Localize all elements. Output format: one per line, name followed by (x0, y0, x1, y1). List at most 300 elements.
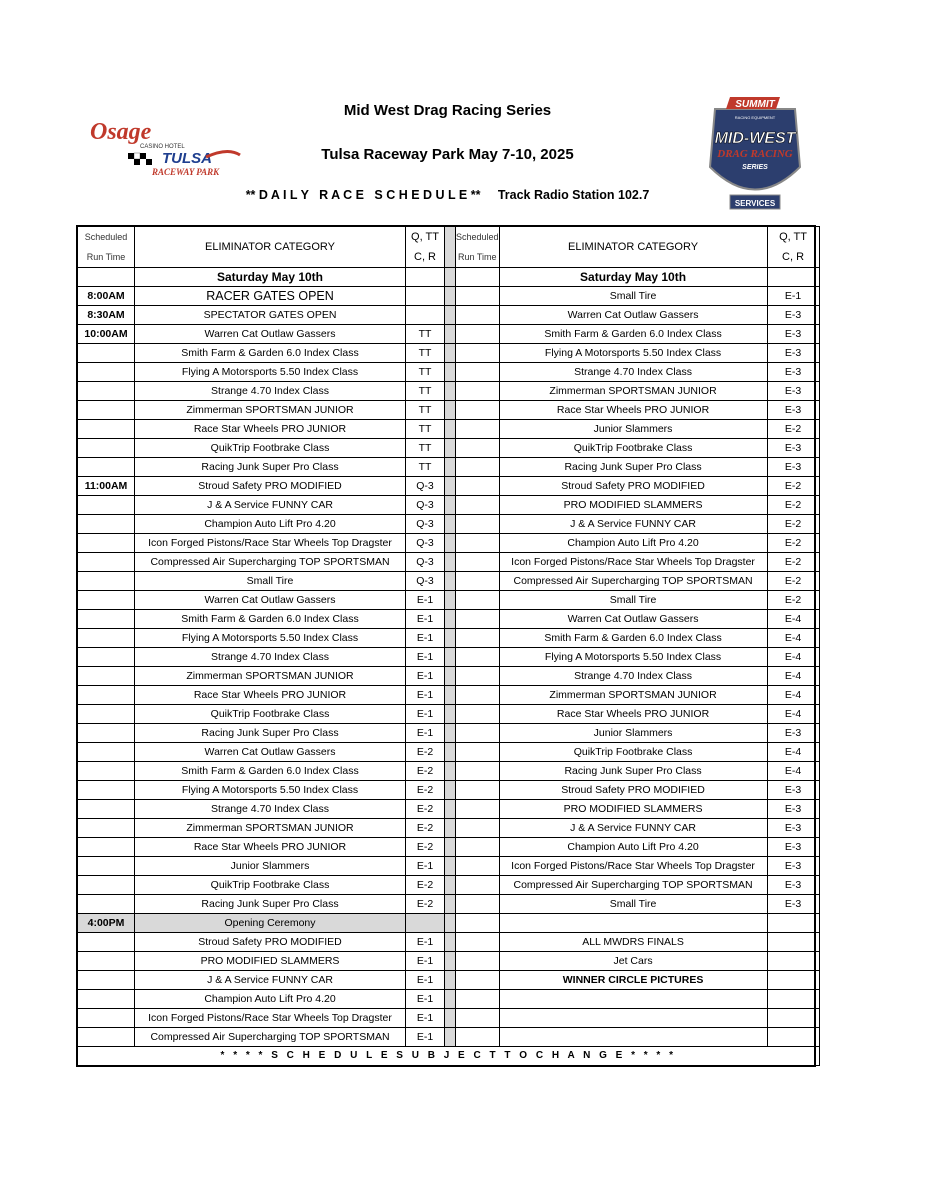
run-time-cell-right (456, 534, 500, 553)
footer-row (78, 1047, 820, 1066)
divider-cell (445, 382, 456, 401)
code-cell-right (767, 914, 819, 933)
category-cell: Smith Farm & Garden 6.0 Index Class (135, 762, 406, 781)
run-time-cell (78, 382, 135, 401)
code-cell: E-1 (406, 591, 445, 610)
category-cell: Opening Ceremony (135, 914, 406, 933)
code-cell-right (767, 933, 819, 952)
tulsa-text: TULSA (162, 150, 212, 167)
run-time-cell: 8:30AM (78, 306, 135, 325)
divider-cell (445, 629, 456, 648)
run-time-cell-right (456, 1009, 500, 1028)
code-cell: E-2 (406, 876, 445, 895)
run-time-cell (78, 857, 135, 876)
code-cell: E-1 (406, 933, 445, 952)
divider-cell (445, 306, 456, 325)
run-time-cell (78, 971, 135, 990)
category-cell-right: Small Tire (499, 591, 767, 610)
category-cell: Zimmerman SPORTSMAN JUNIOR (135, 401, 406, 420)
category-cell: SPECTATOR GATES OPEN (135, 306, 406, 325)
table-row (78, 800, 820, 819)
category-cell: Smith Farm & Garden 6.0 Index Class (135, 344, 406, 363)
table-row (78, 952, 820, 971)
category-cell-right: Race Star Wheels PRO JUNIOR (499, 705, 767, 724)
code-cell-right (767, 952, 819, 971)
divider-cell (445, 1009, 456, 1028)
category-cell: Warren Cat Outlaw Gassers (135, 325, 406, 344)
category-cell: Compressed Air Supercharging TOP SPORTSMAN (135, 553, 406, 572)
category-cell-right: Icon Forged Pistons/Race Star Wheels Top Dragster (499, 553, 767, 572)
category-cell-right: Racing Junk Super Pro Class (499, 458, 767, 477)
code-cell: TT (406, 420, 445, 439)
table-row (78, 515, 820, 534)
category-cell-right: Junior Slammers (499, 724, 767, 743)
code-cell: E-1 (406, 971, 445, 990)
category-cell: Strange 4.70 Index Class (135, 382, 406, 401)
run-time-cell-right (456, 857, 500, 876)
table-row (78, 420, 820, 439)
code-cell: E-1 (406, 705, 445, 724)
day-time-blank (78, 268, 135, 287)
run-time-cell-right (456, 686, 500, 705)
osage-tulsa-logo (88, 117, 248, 179)
run-time-cell-right (456, 553, 500, 572)
col-category-right: ELIMINATOR CATEGORY (499, 227, 767, 268)
run-time-cell (78, 515, 135, 534)
run-time-cell-right (456, 1028, 500, 1047)
code-cell-right: E-4 (767, 762, 819, 781)
radio-station: Track Radio Station 102.7 (497, 188, 650, 202)
table-row (78, 325, 820, 344)
table-row (78, 439, 820, 458)
code-cell: E-2 (406, 762, 445, 781)
run-time-cell-right (456, 572, 500, 591)
table-row (78, 401, 820, 420)
col-category: ELIMINATOR CATEGORY (135, 227, 406, 268)
run-time-cell-right (456, 971, 500, 990)
category-cell-right (499, 914, 767, 933)
category-cell-right: Small Tire (499, 895, 767, 914)
category-cell: Race Star Wheels PRO JUNIOR (135, 420, 406, 439)
divider-cell (445, 363, 456, 382)
code-cell-right: E-3 (767, 895, 819, 914)
code-cell-right: E-2 (767, 572, 819, 591)
code-cell-right: E-4 (767, 629, 819, 648)
category-cell: PRO MODIFIED SLAMMERS (135, 952, 406, 971)
category-cell-right: Smith Farm & Garden 6.0 Index Class (499, 325, 767, 344)
category-cell-right: Strange 4.70 Index Class (499, 667, 767, 686)
run-time-cell-right (456, 990, 500, 1009)
run-time-cell-right (456, 458, 500, 477)
code-cell-right: E-4 (767, 667, 819, 686)
table-row (78, 572, 820, 591)
col-run-time: Run Time (78, 247, 135, 268)
run-time-cell-right (456, 952, 500, 971)
code-cell: E-1 (406, 952, 445, 971)
divider-cell (445, 344, 456, 363)
code-cell-right: E-3 (767, 819, 819, 838)
category-cell: Stroud Safety PRO MODIFIED (135, 933, 406, 952)
category-cell: Champion Auto Lift Pro 4.20 (135, 990, 406, 1009)
code-cell: TT (406, 401, 445, 420)
divider-cell (445, 686, 456, 705)
category-cell-right: J & A Service FUNNY CAR (499, 515, 767, 534)
category-cell-right: Zimmerman SPORTSMAN JUNIOR (499, 382, 767, 401)
category-cell: Compressed Air Supercharging TOP SPORTSMAN (135, 1028, 406, 1047)
run-time-cell (78, 572, 135, 591)
code-cell: E-2 (406, 800, 445, 819)
code-cell: E-2 (406, 895, 445, 914)
category-cell-right: QuikTrip Footbrake Class (499, 743, 767, 762)
race-schedule-table (77, 226, 820, 1066)
table-row (78, 382, 820, 401)
table-row (78, 629, 820, 648)
divider-cell (445, 610, 456, 629)
category-cell-right: Strange 4.70 Index Class (499, 363, 767, 382)
code-cell: E-1 (406, 610, 445, 629)
code-cell: E-1 (406, 990, 445, 1009)
day-code-blank-right (767, 268, 819, 287)
event-subtitle: Tulsa Raceway Park May 7-10, 2025 (321, 146, 574, 163)
run-time-cell (78, 705, 135, 724)
divider-cell (445, 401, 456, 420)
midwest-text: MID-WEST (714, 130, 796, 147)
table-row (78, 363, 820, 382)
table-row (78, 553, 820, 572)
code-cell-right (767, 971, 819, 990)
code-cell: E-2 (406, 781, 445, 800)
divider-cell (445, 439, 456, 458)
code-cell-right: E-2 (767, 420, 819, 439)
category-cell: QuikTrip Footbrake Class (135, 439, 406, 458)
code-cell: E-1 (406, 724, 445, 743)
divider-cell (445, 325, 456, 344)
category-cell: Strange 4.70 Index Class (135, 648, 406, 667)
run-time-cell-right (456, 325, 500, 344)
run-time-cell (78, 990, 135, 1009)
category-cell: Warren Cat Outlaw Gassers (135, 591, 406, 610)
divider-cell (445, 933, 456, 952)
divider-cell (445, 1028, 456, 1047)
code-cell: TT (406, 458, 445, 477)
midwest-drag-racing-logo (700, 97, 810, 219)
divider-cell (445, 667, 456, 686)
run-time-cell-right (456, 895, 500, 914)
drag-racing-text: DRAG RACING (717, 148, 793, 160)
run-time-cell-right (456, 287, 500, 306)
table-row (78, 686, 820, 705)
category-cell: RACER GATES OPEN (135, 287, 406, 306)
col-scheduled-right: Scheduled (456, 227, 500, 248)
code-cell-right: E-2 (767, 496, 819, 515)
divider-cell (445, 572, 456, 591)
run-time-cell (78, 534, 135, 553)
run-time-cell-right (456, 933, 500, 952)
divider-cell (445, 819, 456, 838)
run-time-cell-right (456, 914, 500, 933)
category-cell-right: QuikTrip Footbrake Class (499, 439, 767, 458)
run-time-cell-right (456, 724, 500, 743)
run-time-cell (78, 553, 135, 572)
divider-cell (445, 838, 456, 857)
casino-hotel-text: CASINO HOTEL (140, 144, 185, 150)
category-cell-right: Jet Cars (499, 952, 767, 971)
table-row (78, 344, 820, 363)
category-cell-right: ALL MWDRS FINALS (499, 933, 767, 952)
category-cell-right: Champion Auto Lift Pro 4.20 (499, 534, 767, 553)
run-time-cell-right (456, 838, 500, 857)
divider-cell (445, 952, 456, 971)
category-cell: Race Star Wheels PRO JUNIOR (135, 838, 406, 857)
code-cell (406, 306, 445, 325)
code-cell-right: E-4 (767, 743, 819, 762)
services-text: SERVICES (734, 199, 776, 208)
run-time-cell (78, 667, 135, 686)
table-row (78, 287, 820, 306)
run-time-cell (78, 401, 135, 420)
col-qtt: Q, TT (406, 227, 445, 248)
run-time-cell: 8:00AM (78, 287, 135, 306)
col-cr-right: C, R (767, 247, 819, 268)
table-row (78, 857, 820, 876)
run-time-cell (78, 876, 135, 895)
category-cell-right: Stroud Safety PRO MODIFIED (499, 781, 767, 800)
code-cell-right: E-3 (767, 458, 819, 477)
table-row (78, 667, 820, 686)
table-row (78, 1009, 820, 1028)
table-row (78, 1028, 820, 1047)
divider-cell (445, 743, 456, 762)
code-cell: E-1 (406, 686, 445, 705)
day-header-right: Saturday May 10th (499, 268, 767, 287)
run-time-cell (78, 1028, 135, 1047)
divider-cell (445, 227, 456, 268)
series-text: SERIES (742, 164, 768, 171)
code-cell-right: E-3 (767, 800, 819, 819)
table-row (78, 477, 820, 496)
code-cell-right: E-2 (767, 553, 819, 572)
divider-cell (445, 534, 456, 553)
code-cell-right: E-3 (767, 876, 819, 895)
category-cell-right (499, 990, 767, 1009)
run-time-cell (78, 344, 135, 363)
divider-cell (445, 648, 456, 667)
run-time-cell (78, 838, 135, 857)
category-cell: Racing Junk Super Pro Class (135, 895, 406, 914)
run-time-cell-right (456, 344, 500, 363)
racing-equipment-text: RACING EQUIPMENT (734, 115, 776, 120)
category-cell-right: Small Tire (499, 287, 767, 306)
code-cell-right: E-3 (767, 724, 819, 743)
code-cell-right (767, 1028, 819, 1047)
divider-cell (445, 496, 456, 515)
run-time-cell (78, 1009, 135, 1028)
run-time-cell (78, 819, 135, 838)
run-time-cell (78, 363, 135, 382)
divider-cell (445, 800, 456, 819)
divider-cell (445, 857, 456, 876)
code-cell-right: E-2 (767, 534, 819, 553)
category-cell-right: WINNER CIRCLE PICTURES (499, 971, 767, 990)
run-time-cell (78, 610, 135, 629)
code-cell-right (767, 990, 819, 1009)
table-row (78, 724, 820, 743)
run-time-cell-right (456, 477, 500, 496)
table-row (78, 762, 820, 781)
code-cell-right (767, 1009, 819, 1028)
run-time-cell (78, 743, 135, 762)
run-time-cell-right (456, 629, 500, 648)
table-row (78, 705, 820, 724)
code-cell: E-1 (406, 648, 445, 667)
table-row (78, 838, 820, 857)
category-cell: QuikTrip Footbrake Class (135, 705, 406, 724)
category-cell-right: Icon Forged Pistons/Race Star Wheels Top Dragster (499, 857, 767, 876)
run-time-cell (78, 762, 135, 781)
code-cell-right: E-3 (767, 439, 819, 458)
run-time-cell-right (456, 306, 500, 325)
category-cell-right: Racing Junk Super Pro Class (499, 762, 767, 781)
col-cr: C, R (406, 247, 445, 268)
divider-cell (445, 420, 456, 439)
category-cell: QuikTrip Footbrake Class (135, 876, 406, 895)
category-cell: Zimmerman SPORTSMAN JUNIOR (135, 819, 406, 838)
category-cell: J & A Service FUNNY CAR (135, 496, 406, 515)
table-row (78, 610, 820, 629)
code-cell: E-1 (406, 629, 445, 648)
code-cell-right: E-3 (767, 382, 819, 401)
category-cell: Champion Auto Lift Pro 4.20 (135, 515, 406, 534)
run-time-cell-right (456, 667, 500, 686)
col-run-time-right: Run Time (456, 247, 500, 268)
category-cell: Small Tire (135, 572, 406, 591)
code-cell: E-2 (406, 838, 445, 857)
table-row (78, 819, 820, 838)
run-time-cell (78, 458, 135, 477)
category-cell-right: Stroud Safety PRO MODIFIED (499, 477, 767, 496)
run-time-cell-right (456, 762, 500, 781)
category-cell-right: Flying A Motorsports 5.50 Index Class (499, 344, 767, 363)
code-cell: E-1 (406, 1009, 445, 1028)
category-cell-right (499, 1009, 767, 1028)
day-time-blank-right (456, 268, 500, 287)
run-time-cell: 4:00PM (78, 914, 135, 933)
table-row (78, 496, 820, 515)
code-cell-right: E-4 (767, 705, 819, 724)
category-cell: J & A Service FUNNY CAR (135, 971, 406, 990)
run-time-cell-right (456, 591, 500, 610)
category-cell-right: Warren Cat Outlaw Gassers (499, 306, 767, 325)
code-cell-right: E-4 (767, 610, 819, 629)
category-cell-right: Junior Slammers (499, 420, 767, 439)
table-row (78, 933, 820, 952)
table-row (78, 458, 820, 477)
code-cell-right: E-3 (767, 363, 819, 382)
divider-cell (445, 724, 456, 743)
table-row (78, 876, 820, 895)
run-time-cell-right (456, 496, 500, 515)
category-cell-right: Warren Cat Outlaw Gassers (499, 610, 767, 629)
table-row (78, 591, 820, 610)
divider-cell (445, 762, 456, 781)
category-cell-right (499, 1028, 767, 1047)
divider-cell (445, 971, 456, 990)
run-time-cell (78, 952, 135, 971)
category-cell: Racing Junk Super Pro Class (135, 724, 406, 743)
code-cell: E-2 (406, 819, 445, 838)
category-cell: Icon Forged Pistons/Race Star Wheels Top Dragster (135, 534, 406, 553)
code-cell: E-1 (406, 857, 445, 876)
run-time-cell-right (456, 420, 500, 439)
table-row (78, 534, 820, 553)
code-cell (406, 287, 445, 306)
category-cell: Strange 4.70 Index Class (135, 800, 406, 819)
code-cell: TT (406, 363, 445, 382)
run-time-cell-right (456, 515, 500, 534)
code-cell: E-1 (406, 1028, 445, 1047)
run-time-cell (78, 420, 135, 439)
category-cell: Racing Junk Super Pro Class (135, 458, 406, 477)
code-cell: TT (406, 344, 445, 363)
code-cell-right: E-1 (767, 287, 819, 306)
category-cell: Warren Cat Outlaw Gassers (135, 743, 406, 762)
divider-cell (445, 990, 456, 1009)
code-cell: Q-3 (406, 496, 445, 515)
divider-cell (445, 895, 456, 914)
category-cell-right: J & A Service FUNNY CAR (499, 819, 767, 838)
run-time-cell (78, 629, 135, 648)
divider-cell (445, 287, 456, 306)
code-cell-right: E-3 (767, 306, 819, 325)
code-cell-right: E-2 (767, 477, 819, 496)
code-cell-right: E-3 (767, 401, 819, 420)
category-cell: Smith Farm & Garden 6.0 Index Class (135, 610, 406, 629)
divider-cell (445, 477, 456, 496)
code-cell-right: E-2 (767, 591, 819, 610)
category-cell: Flying A Motorsports 5.50 Index Class (135, 363, 406, 382)
run-time-cell-right (456, 743, 500, 762)
run-time-cell: 10:00AM (78, 325, 135, 344)
schedule-label: ** D A I L Y R A C E S C H E D U L E ** (245, 188, 481, 202)
divider-cell (445, 705, 456, 724)
run-time-cell (78, 800, 135, 819)
code-cell-right: E-3 (767, 325, 819, 344)
run-time-cell (78, 781, 135, 800)
col-scheduled: Scheduled (78, 227, 135, 248)
run-time-cell (78, 724, 135, 743)
category-cell-right: PRO MODIFIED SLAMMERS (499, 496, 767, 515)
divider-cell (445, 268, 456, 287)
code-cell-right: E-3 (767, 838, 819, 857)
divider-cell (445, 591, 456, 610)
divider-cell (445, 876, 456, 895)
category-cell: Stroud Safety PRO MODIFIED (135, 477, 406, 496)
category-cell-right: Race Star Wheels PRO JUNIOR (499, 401, 767, 420)
category-cell-right: Zimmerman SPORTSMAN JUNIOR (499, 686, 767, 705)
code-cell: Q-3 (406, 534, 445, 553)
table-row (78, 914, 820, 933)
category-cell-right: Compressed Air Supercharging TOP SPORTSMAN (499, 572, 767, 591)
code-cell: TT (406, 382, 445, 401)
category-cell: Zimmerman SPORTSMAN JUNIOR (135, 667, 406, 686)
run-time-cell (78, 591, 135, 610)
day-code-blank (406, 268, 445, 287)
code-cell: TT (406, 325, 445, 344)
category-cell: Race Star Wheels PRO JUNIOR (135, 686, 406, 705)
code-cell: TT (406, 439, 445, 458)
checkered-flag-icon (128, 153, 152, 165)
document-title: Mid West Drag Racing Series (343, 102, 552, 119)
